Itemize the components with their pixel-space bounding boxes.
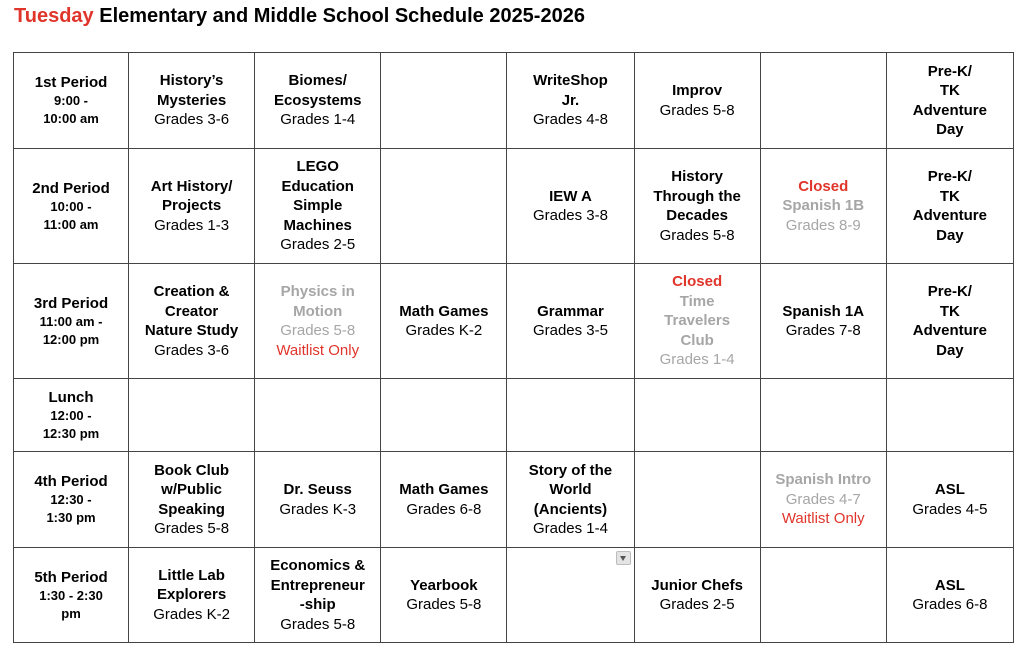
class-title: TK xyxy=(939,187,960,205)
class-title: (Ancients) xyxy=(533,500,608,518)
class-cell xyxy=(255,264,381,379)
class-title: History xyxy=(671,168,723,185)
class-cell xyxy=(255,149,381,264)
class-cell xyxy=(760,149,886,264)
class-title: Economics & xyxy=(270,557,366,574)
class-cell xyxy=(634,53,760,149)
class-title: Physics in xyxy=(280,283,355,300)
class-grades: Grades 5-8 xyxy=(406,596,482,613)
class-title: Dr. Seuss xyxy=(283,481,352,498)
class-title: TK xyxy=(939,302,960,320)
class-grades: Grades 1-4 xyxy=(532,520,608,537)
class-grades: Grades 1-4 xyxy=(280,111,356,129)
class-title: WriteShop xyxy=(533,72,608,90)
class-title: Pre-K/ xyxy=(927,168,972,185)
class-cell xyxy=(129,53,255,149)
class-title: Ecosystems xyxy=(273,91,362,109)
class-cell xyxy=(381,452,507,548)
class-title: Biomes/ xyxy=(288,72,347,90)
class-title: ASL xyxy=(934,481,965,498)
class-title: Creation & xyxy=(153,283,230,300)
class-title: Club xyxy=(680,331,714,349)
period-time: 9:00 - xyxy=(54,93,88,108)
empty-cell xyxy=(381,149,507,264)
class-title: Math Games xyxy=(399,481,489,498)
class-grades: Grades 5-8 xyxy=(280,615,356,633)
period-time: 10:00 am xyxy=(43,111,99,126)
class-title: Story of the xyxy=(528,461,613,479)
class-title: Art History/ xyxy=(150,177,233,195)
period-cell xyxy=(14,452,129,548)
period-time: 11:00 am xyxy=(43,216,99,232)
class-title: Grammar xyxy=(537,302,604,320)
period-time: 12:00 - xyxy=(50,407,92,423)
class-title: -ship xyxy=(299,596,336,613)
schedule-row xyxy=(14,452,1014,548)
period-name: 3rd Period xyxy=(33,294,109,312)
class-cell xyxy=(255,452,381,548)
class-grades: Grades 1-3 xyxy=(154,216,230,234)
schedule-row xyxy=(14,379,1014,452)
class-grades: Grades 5-8 xyxy=(659,101,735,119)
class-grades: Grades 5-8 xyxy=(280,322,356,339)
class-cell xyxy=(255,548,381,643)
empty-cell xyxy=(760,53,886,149)
class-cell xyxy=(381,548,507,643)
class-title: Day xyxy=(936,341,964,359)
waitlist-note: Waitlist Only xyxy=(276,341,360,359)
period-time: 12:30 pm xyxy=(42,425,100,441)
class-title: IEW A xyxy=(549,187,592,205)
class-grades: Grades 8-9 xyxy=(785,216,861,234)
class-title: Entrepreneur xyxy=(270,576,365,594)
class-cell xyxy=(255,53,381,149)
period-name: 1st Period xyxy=(34,74,108,91)
class-title: Nature Study xyxy=(144,322,239,339)
page-title xyxy=(14,4,585,28)
class-grades: Grades 6-8 xyxy=(406,500,482,518)
title-text: Elementary and Middle School Schedule 2025-2026 xyxy=(93,5,585,27)
class-cell xyxy=(760,264,886,379)
waitlist-note: Waitlist Only xyxy=(781,510,865,528)
class-title: Simple xyxy=(293,197,343,215)
class-title: Projects xyxy=(161,197,222,215)
schedule-row xyxy=(14,548,1014,643)
period-cell xyxy=(14,379,129,452)
class-title: Little Lab xyxy=(158,566,225,584)
class-grades: Grades 2-5 xyxy=(280,236,356,254)
class-title: Education xyxy=(281,177,354,195)
title-day: Tuesday xyxy=(14,5,94,27)
class-title: w/Public xyxy=(161,481,223,498)
schedule-row xyxy=(14,264,1014,379)
class-title: Creator xyxy=(164,302,219,320)
class-title: Day xyxy=(936,226,964,244)
class-grades: Grades K-3 xyxy=(279,500,357,518)
class-title: Motion xyxy=(293,302,343,320)
class-grades: Grades 2-5 xyxy=(659,596,735,613)
schedule-row xyxy=(14,149,1014,264)
class-grades: Grades 1-4 xyxy=(659,351,735,369)
class-title: Pre-K/ xyxy=(927,62,972,80)
period-time: 1:30 - 2:30 xyxy=(39,587,103,603)
empty-cell xyxy=(255,379,381,452)
period-cell xyxy=(14,264,129,379)
class-title: Jr. xyxy=(561,91,580,109)
class-title: Improv xyxy=(672,82,723,99)
class-cell xyxy=(507,53,634,149)
class-cell xyxy=(634,264,760,379)
class-cell xyxy=(129,548,255,643)
empty-cell xyxy=(634,452,760,548)
class-title: Decades xyxy=(666,207,728,224)
class-title: Time xyxy=(679,292,715,310)
class-grades: Grades 4-5 xyxy=(912,500,988,518)
class-grades: Grades 5-8 xyxy=(659,226,735,244)
class-cell[interactable] xyxy=(507,548,634,643)
class-cell xyxy=(886,149,1013,264)
empty-cell xyxy=(760,548,886,643)
class-title: Pre-K/ xyxy=(927,283,972,300)
period-cell xyxy=(14,149,129,264)
class-title: Travelers xyxy=(664,312,731,330)
closed-status: Closed xyxy=(672,273,723,291)
class-cell xyxy=(886,53,1013,149)
class-title: ASL xyxy=(934,576,965,594)
period-name: 2nd Period xyxy=(32,179,110,197)
period-time: pm xyxy=(61,605,81,621)
class-title: Spanish 1B xyxy=(782,197,865,215)
schedule-table xyxy=(13,52,1014,643)
period-name: 4th Period xyxy=(34,473,108,490)
period-cell xyxy=(14,548,129,643)
class-grades: Grades 7-8 xyxy=(785,322,861,339)
class-grades: Grades 5-8 xyxy=(154,520,230,537)
class-cell xyxy=(886,452,1013,548)
class-grades: Grades 3-8 xyxy=(532,207,608,224)
class-title: Adventure xyxy=(912,322,987,339)
period-time: 1:30 pm xyxy=(46,510,96,525)
class-grades: Grades 3-6 xyxy=(154,111,230,129)
class-title: Speaking xyxy=(158,500,225,518)
class-cell xyxy=(507,264,634,379)
class-cell xyxy=(129,452,255,548)
class-grades: Grades 6-8 xyxy=(912,596,988,613)
class-grades: Grades 3-5 xyxy=(532,322,608,339)
class-cell xyxy=(760,452,886,548)
class-cell xyxy=(129,264,255,379)
class-title: Explorers xyxy=(156,586,227,604)
class-title: Book Club xyxy=(154,461,230,479)
class-title: Yearbook xyxy=(410,576,478,594)
period-time: 11:00 am - xyxy=(39,313,103,329)
period-time: 12:30 - xyxy=(50,492,92,507)
class-title: Adventure xyxy=(912,101,987,119)
class-cell xyxy=(381,264,507,379)
class-title: World xyxy=(549,481,592,498)
period-name: 5th Period xyxy=(34,568,108,586)
class-grades: Grades 4-8 xyxy=(532,111,608,129)
class-title: LEGO xyxy=(296,158,339,176)
class-grades: Grades K-2 xyxy=(153,605,230,623)
class-title: TK xyxy=(939,82,960,99)
class-title: Spanish Intro xyxy=(775,471,872,489)
class-cell xyxy=(634,548,760,643)
closed-status: Closed xyxy=(798,177,849,195)
period-name: Lunch xyxy=(48,388,94,406)
class-title: Machines xyxy=(283,216,352,234)
class-title: Math Games xyxy=(399,302,489,320)
class-title: Through the xyxy=(653,187,741,205)
period-time: 10:00 - xyxy=(50,198,92,214)
class-title: History’s xyxy=(159,72,224,90)
class-title: Junior Chefs xyxy=(651,576,743,594)
class-title: Day xyxy=(936,121,964,138)
period-time: 12:00 pm xyxy=(42,331,100,347)
class-cell xyxy=(129,149,255,264)
class-title: Spanish 1A xyxy=(782,302,865,320)
class-cell xyxy=(886,548,1013,643)
class-grades: Grades K-2 xyxy=(405,322,483,339)
class-cell xyxy=(507,149,634,264)
class-cell xyxy=(507,452,634,548)
period-cell xyxy=(14,53,129,149)
class-cell xyxy=(634,149,760,264)
empty-cell xyxy=(381,53,507,149)
empty-cell xyxy=(634,379,760,452)
class-title: Adventure xyxy=(912,207,987,224)
class-grades: Grades 3-6 xyxy=(154,341,230,359)
empty-cell xyxy=(507,379,634,452)
class-title: Mysteries xyxy=(156,91,227,109)
class-cell xyxy=(886,264,1013,379)
schedule-row xyxy=(14,53,1014,149)
dropdown-arrow-icon[interactable] xyxy=(616,551,631,565)
class-grades: Grades 4-7 xyxy=(785,490,861,508)
empty-cell xyxy=(760,379,886,452)
empty-cell xyxy=(381,379,507,452)
empty-cell xyxy=(129,379,255,452)
empty-cell xyxy=(886,379,1013,452)
